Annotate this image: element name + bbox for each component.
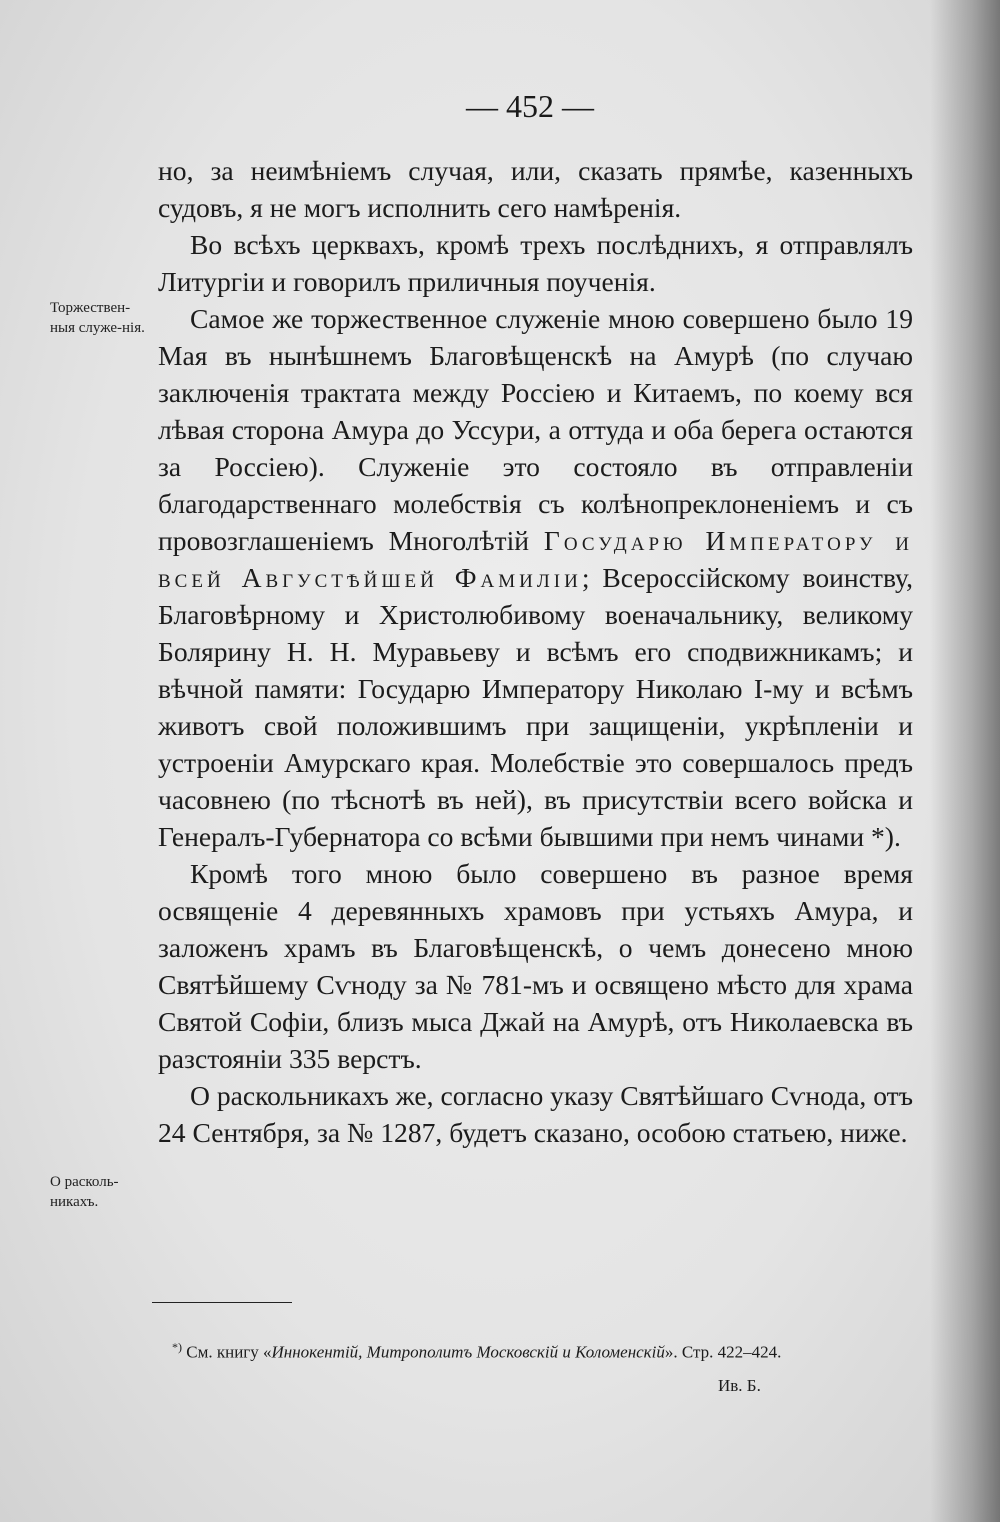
paragraph-2: Во всѣхъ церквахъ, кромѣ трехъ послѣднихъ, я отправлялъ Литургіи и говорилъ приличныя поученія. bbox=[158, 229, 913, 297]
paragraph-3-part-a: Самое же торжественное служеніе мною совершено было 19 Мая въ нынѣшнемъ Благовѣщенскѣ на Амурѣ (по случаю заключенія трактата между Россіею и Китаемъ, по коему вся лѣвая сторона Амура до Уссури, а оттуда и оба берега остаются за Россіею). Служеніе это состояло въ отправленіи благодарственнаго молебствія съ колѣнопреклоненіемъ и съ провозглашеніемъ Многолѣтій bbox=[158, 303, 913, 556]
main-text bbox=[158, 152, 913, 1151]
paragraph-5: О раскольникахъ же, согласно указу Святѣйшаго Сѵнода, отъ 24 Сентября, за № 1287, будетъ сказано, особою статьею, ниже. bbox=[158, 1080, 913, 1148]
paragraph-1: но, за неимѣніемъ случая, или, сказать прямѣе, казенныхъ судовъ, я не могъ исполнить сего намѣренія. bbox=[158, 155, 913, 223]
page-number: — 452 — bbox=[466, 88, 594, 124]
footnote-mark: *) bbox=[172, 1340, 182, 1354]
margin-note-solemn-services: Торжествен-ныя служе-нія. bbox=[50, 300, 145, 336]
footnote-prefix: См. книгу « bbox=[186, 1342, 272, 1362]
footnote-suffix: ». Стр. 422–424. bbox=[664, 1342, 782, 1362]
paragraph-3-smallcaps: Государю Императору и всей Августѣйшей Фамиліи bbox=[158, 525, 913, 593]
footnote-rule bbox=[152, 1302, 292, 1303]
paragraph-3 bbox=[158, 300, 913, 855]
margin-note-schismatics: О расколь-никахъ. bbox=[50, 1174, 119, 1210]
paragraph-3-part-b: ; Всероссійскому воинству, Благовѣрному и Христолюбивому военачальнику, великому Болярину Н. Н. Муравьеву и всѣмъ его сподвижникамъ; и вѣчной памяти: Государю Императору Николаю I-му и всѣмъ животъ свой положившимъ при защищеніи, укрѣпленіи и устроеніи Амурскаго края. Молебствіе это совершалось предъ часовнею (по тѣснотѣ въ ней), въ присутствіи всего войска и Генералъ-Губернатора со всѣми бывшими при немъ чинами *). bbox=[158, 562, 913, 852]
footnote-title: Иннокентій, Митрополитъ Московскій и Коломенскій bbox=[271, 1342, 665, 1362]
page-gutter-shadow bbox=[930, 0, 1000, 1522]
footnote-signature: Ив. Б. bbox=[718, 1376, 761, 1395]
paragraph-4: Кромѣ того мною было совершено въ разное время освященіе 4 деревянныхъ храмовъ при устьяхъ Амура, и заложенъ храмъ въ Благовѣщенскѣ, о чемъ донесено мною Святѣйшему Сѵноду за № 781-мъ и освящено мѣсто для храма Святой Софіи, близъ мыса Джай на Амурѣ, отъ Николаевска въ разстояніи 335 верстъ. bbox=[158, 858, 913, 1074]
footnote bbox=[172, 1336, 872, 1364]
